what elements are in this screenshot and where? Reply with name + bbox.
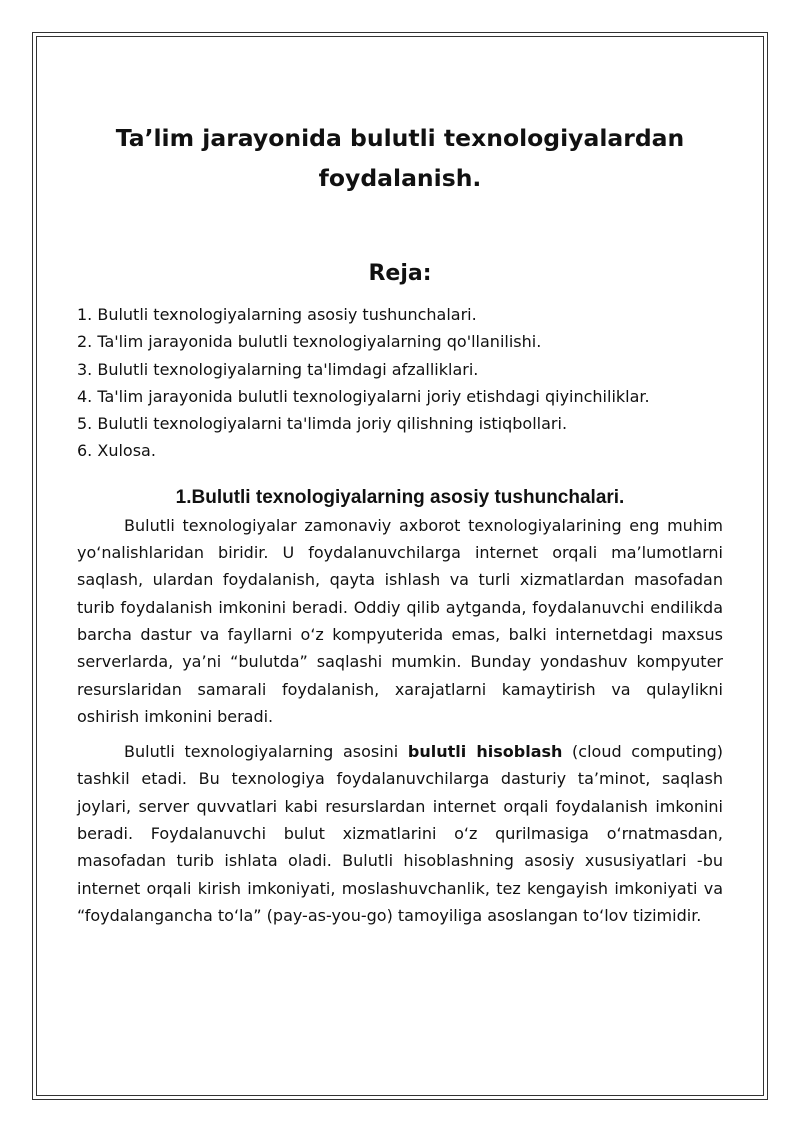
plan-item: 4. Ta'lim jarayonida bulutli texnologiyalarni joriy etishdagi qiyinchiliklar. xyxy=(77,386,650,406)
plan-item: 3. Bulutli texnologiyalarning ta'limdagi afzalliklari. xyxy=(77,359,479,379)
plan-item: 5. Bulutli texnologiyalarni ta'limda joriy qilishning istiqbollari. xyxy=(77,414,568,434)
paragraph-2-rest: (cloud computing) tashkil etadi. Bu texnologiya foydalanuvchilarga dasturiy ta’minot, saqlash joylari, server quvvatlari kabi resurslardan internet orqali foydalanish imkonini beradi. Foydalanuvchi bulut xizmatlarini o‘z qurilmasiga o‘rnatmasdan, masofadan turib ishlata oladi. Bulutli hisoblashning asosiy xususiyatlari -bu internet orqali kirish imkoniyati, moslashuvchanlik, tez kengayish imkoniyati va “foydalangancha to‘la” (pay-as-you-go) tamoyiliga asoslangan to‘lov tizimidir. xyxy=(77,742,723,925)
paragraph-2-intro: Bulutli texnologiyalarning asosini xyxy=(124,742,408,762)
document-title xyxy=(77,118,723,198)
paragraph-2-bold-term: bulutli hisoblash xyxy=(407,742,563,762)
document-body xyxy=(77,118,723,929)
section-heading: 1.Bulutli texnologiyalarning asosiy tushunchalari. xyxy=(175,486,625,508)
plan-item: 6. Xulosa. xyxy=(77,441,156,461)
plan-list xyxy=(77,301,723,465)
plan-item: 2. Ta'lim jarayonida bulutli texnologiyalarning qo'llanilishi. xyxy=(77,332,542,352)
document-title-line-2: foydalanish. xyxy=(318,164,482,192)
body-paragraph-2 xyxy=(77,738,723,929)
body-paragraph-1: Bulutli texnologiyalar zamonaviy axborot texnologiyalarining eng muhim yo‘nalishlaridan biridir. U foydalanuvchilarga internet orqali ma’lumotlarni saqlash, ulardan foydalanish, qayta ishlash va turli xizmatlardan masofadan turib foydalanish imkonini beradi. Oddiy qilib aytganda, foydalanuvchi endilikda barcha dastur va fayllarni o‘z kompyuterida emas, balki internetdagi maxsus serverlarda, ya’ni “bulutda” saqlashi mumkin. Bunday yondashuv kompyuter resurslaridan samarali foydalanish, xarajatlarni kamaytirish va qulaylikni oshirish imkonini beradi. xyxy=(77,515,723,726)
plan-item: 1. Bulutli texnologiyalarning asosiy tushunchalari. xyxy=(77,305,477,324)
plan-heading: Reja: xyxy=(368,261,432,286)
document-title-line-1: Ta’lim jarayonida bulutli texnologiyalardan xyxy=(115,124,685,152)
